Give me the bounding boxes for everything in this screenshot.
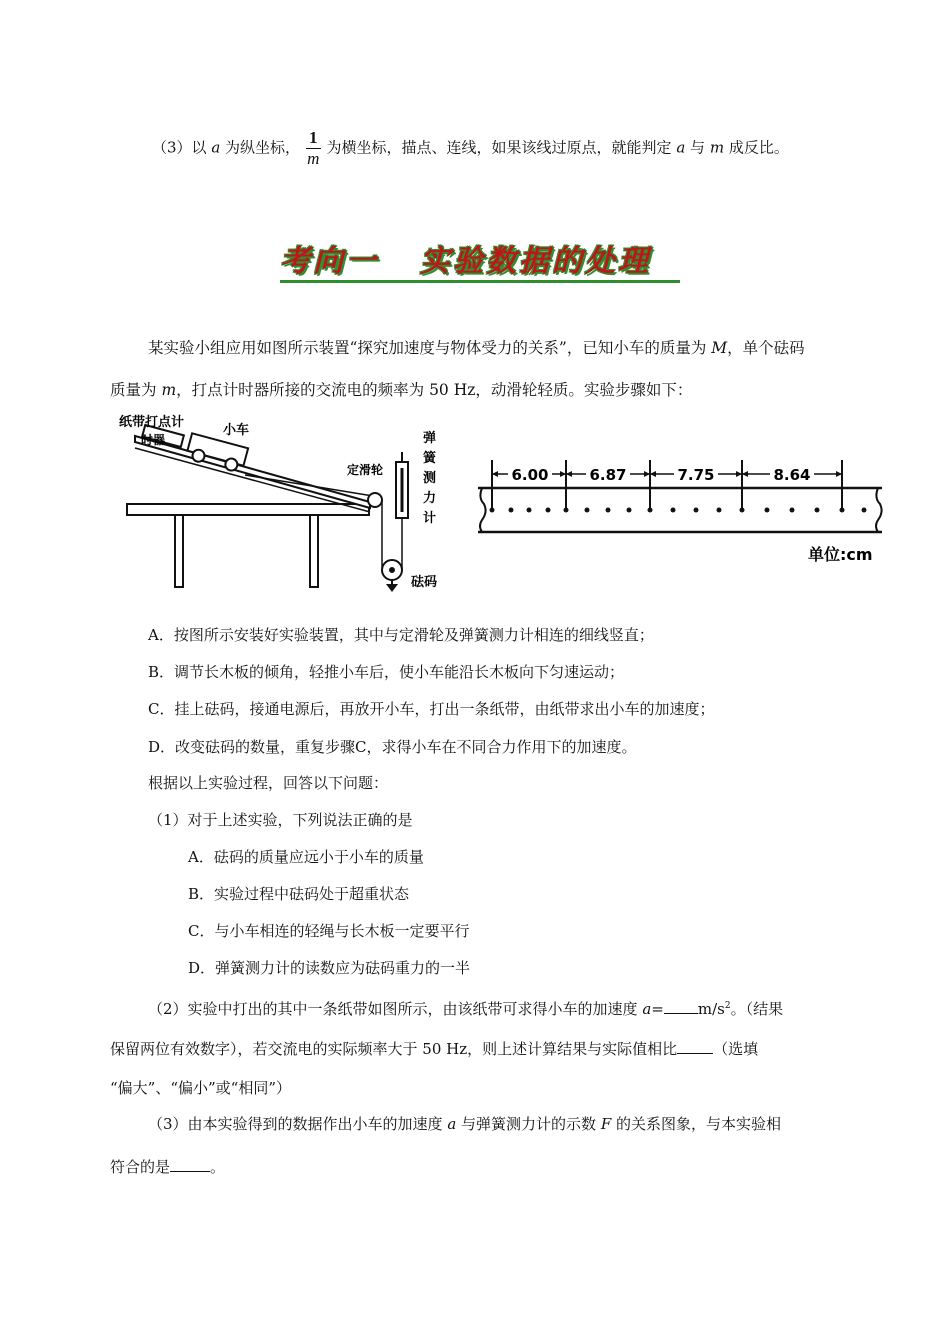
label-spring-1: 弹 xyxy=(423,431,437,446)
q3-line-2: 符合的是 。 xyxy=(110,1158,226,1176)
banner-underline xyxy=(280,280,680,283)
label-cart: 小车 xyxy=(223,423,250,438)
q1-option-a: A．砝码的质量应远小于小车的质量 xyxy=(188,848,424,866)
label-timer-1: 纸带打点计 xyxy=(119,415,185,430)
banner-part1: 考向一 xyxy=(280,244,379,279)
label-spring-5: 计 xyxy=(423,511,437,526)
q1-option-d: D．弹簧测力计的读数应为砝码重力的一半 xyxy=(188,959,471,977)
label-spring-2: 簧 xyxy=(423,451,437,466)
segment-label: 8.64 xyxy=(773,466,811,484)
paper-tape-figure xyxy=(478,452,888,570)
q3-line-1: （3）由本实验得到的数据作出小车的加速度 a 与弹簧测力计的示数 F 的关系图象，与本实验相 xyxy=(148,1115,782,1133)
q2-line-2: 保留两位有效数字），若交流电的实际频率大于 50 Hz，则上述计算结果与实际值相比 （选填 xyxy=(110,1040,759,1058)
intro-line-2: 质量为 m，打点计时器所接的交流电的频率为 50 Hz，动滑轮轻质。实验步骤如下： xyxy=(110,381,693,399)
segment-label: 6.87 xyxy=(589,466,627,484)
section-banner xyxy=(280,236,680,284)
intro-line-1: 某实验小组应用如图所示装置“探究加速度与物体受力的关系”，已知小车的质量为 M，单个砝码 xyxy=(148,339,805,357)
step-b: B．调节长木板的倾角，轻推小车后，使小车能沿长木板向下匀速运动； xyxy=(148,663,625,681)
q1-stem: （1）对于上述实验，下列说法正确的是 xyxy=(148,811,413,829)
fraction-1-over-m: $\frac{1}{m}$ xyxy=(307,128,320,168)
q2-line-1: （2）实验中打出的其中一条纸带如图所示，由该纸带可求得小车的加速度 $a= m/s^2$。（结果 xyxy=(148,1000,784,1018)
label-weight: 砝码 xyxy=(411,575,438,590)
answer-intro: 根据以上实验过程，回答以下问题： xyxy=(148,774,389,792)
answer-blank[interactable] xyxy=(677,1038,713,1054)
q1-option-b: B．实验过程中砝码处于超重状态 xyxy=(188,885,410,903)
label-spring-3: 测 xyxy=(423,471,437,486)
step-c: C．挂上砝码，接通电源后，再放开小车，打出一条纸带，由纸带求出小车的加速度； xyxy=(148,700,715,718)
label-timer-2: 时器 xyxy=(141,433,166,447)
label-spring-4: 力 xyxy=(423,491,437,506)
tape-unit-label: 单位:cm xyxy=(808,545,873,564)
label-pulley: 定滑轮 xyxy=(347,463,384,477)
step-d: D．改变砝码的数量，重复步骤C，求得小车在不同合力作用下的加速度。 xyxy=(148,738,637,756)
line-top: （3）以 a 为纵坐标， $\frac{1}{m}$ 为横坐标，描点、连线，如果该线过原点，就能判定 a 与 m 成反比。 xyxy=(152,128,789,168)
var-a: a xyxy=(211,138,221,157)
answer-blank[interactable] xyxy=(664,998,698,1014)
segment-label: 6.00 xyxy=(511,466,549,484)
segment-label: 7.75 xyxy=(677,466,715,484)
answer-blank[interactable] xyxy=(170,1156,210,1172)
tape-dots xyxy=(490,508,867,513)
q1-option-c: C．与小车相连的轻绳与长木板一定要平行 xyxy=(188,922,470,940)
step-a: A．按图所示安装好实验装置，其中与定滑轮及弹簧测力计相连的细线竖直； xyxy=(148,626,654,644)
banner-part2: 实验数据的处理 xyxy=(420,244,651,279)
q2-line-3: “偏大”、“偏小”或“相同”） xyxy=(110,1079,292,1097)
apparatus-figure xyxy=(115,412,455,594)
